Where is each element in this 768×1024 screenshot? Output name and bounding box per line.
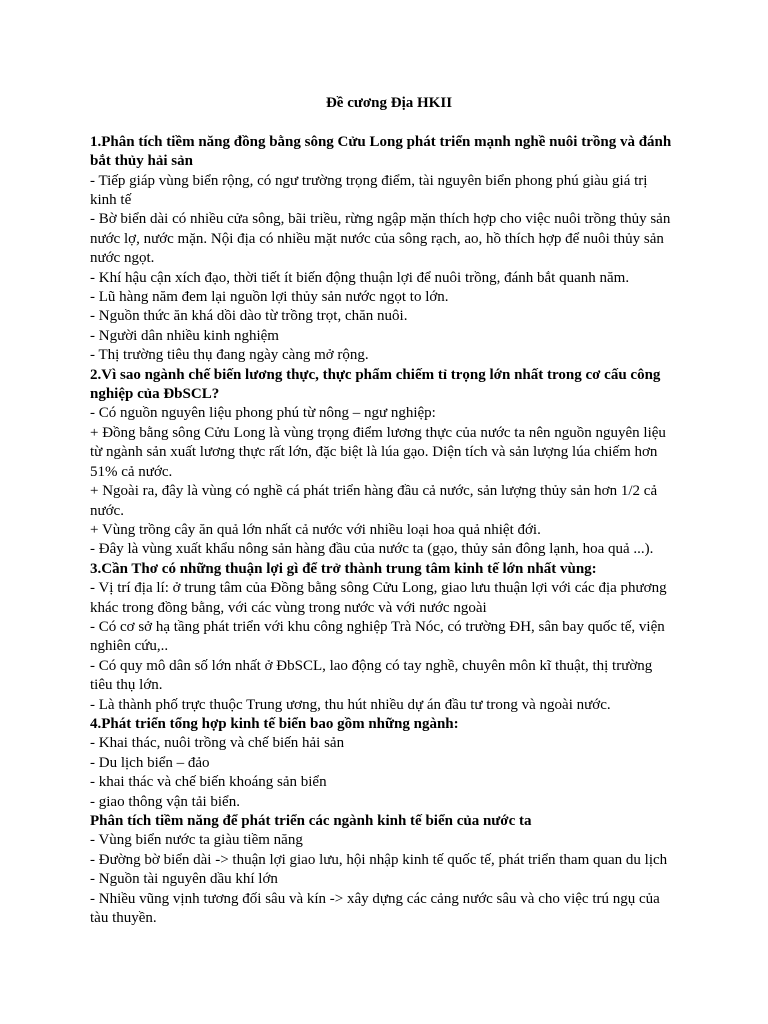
text-line: - Có nguồn nguyên liệu phong phú từ nông – ngư nghiệp: bbox=[90, 405, 436, 422]
text-line: - Thị trường tiêu thụ đang ngày càng mở rộng. bbox=[90, 347, 369, 364]
text-line: - Vị trí địa lí: ở trung tâm của Đồng bằng sông Cửu Long, giao lưu thuận lợi với các địa phương bbox=[90, 580, 667, 597]
text-line: từ ngành sản xuất lương thực rất lớn, đặc biệt là lúa gạo. Diện tích và sản lượng lúa chiếm hơn bbox=[90, 444, 658, 461]
section-heading-line: 1.Phân tích tiềm năng đồng bằng sông Cửu Long phát triển mạnh nghề nuôi trồng và đánh bbox=[90, 133, 672, 150]
text-line: - giao thông vận tải biển. bbox=[90, 793, 240, 810]
section-heading-line: nghiệp của ĐbSCL? bbox=[90, 386, 220, 403]
text-line: nước. bbox=[90, 502, 124, 519]
section-heading-line: Phân tích tiềm năng để phát triển các ngành kinh tế biển của nước ta bbox=[90, 813, 532, 830]
text-line: - Vùng biển nước ta giàu tiềm năng bbox=[90, 832, 303, 849]
text-line: - Tiếp giáp vùng biển rộng, có ngư trường trọng điểm, tài nguyên biển phong phú giàu giá trị bbox=[90, 172, 648, 189]
text-line: + Vùng trồng cây ăn quả lớn nhất cả nước với nhiều loại hoa quả nhiệt đới. bbox=[90, 521, 541, 538]
text-line: - khai thác và chế biến khoáng sản biển bbox=[90, 774, 327, 791]
text-line: - Nguồn tài nguyên dầu khí lớn bbox=[90, 871, 278, 888]
section-heading-line: 2.Vì sao ngành chế biến lương thực, thực phẩm chiếm tỉ trọng lớn nhất trong cơ cấu công bbox=[90, 366, 661, 383]
text-line: - Khai thác, nuôi trồng và chế biến hải sản bbox=[90, 735, 345, 752]
text-line: - Du lịch biển – đảo bbox=[90, 754, 210, 771]
text-line: - Có quy mô dân số lớn nhất ở ĐbSCL, lao động có tay nghề, chuyên môn kĩ thuật, thị trường bbox=[90, 657, 653, 674]
text-line: khác trong đồng bằng, với các vùng trong nước và với nước ngoài bbox=[90, 599, 487, 616]
text-line: - Là thành phố trực thuộc Trung ương, thu hút nhiều dự án đầu tư trong và ngoài nước. bbox=[90, 696, 611, 713]
text-line: - Nguồn thức ăn khá dồi dào từ trồng trọt, chăn nuôi. bbox=[90, 308, 408, 325]
text-line: - Người dân nhiều kinh nghiệm bbox=[90, 327, 279, 344]
text-line: nước lợ, nước mặn. Nội địa có nhiều mặt nước của sông rạch, ao, hồ thích hợp để nuôi thủy sản bbox=[90, 230, 664, 247]
text-line: + Ngoài ra, đây là vùng có nghề cá phát triển hàng đầu cả nước, sản lượng thủy sản hơn 1/2 cả bbox=[90, 483, 658, 500]
text-line: + Đồng bằng sông Cửu Long là vùng trọng điểm lương thực của nước ta nên nguồn nguyên liệu bbox=[90, 424, 666, 441]
text-line: tiêu thụ lớn. bbox=[90, 677, 163, 694]
text-line: - Khí hậu cận xích đạo, thời tiết ít biến động thuận lợi để nuôi trồng, đánh bắt quanh năm. bbox=[90, 269, 630, 286]
text-line: - Nhiều vũng vịnh tương đối sâu và kín -> xây dựng các cảng nước sâu và cho việc trú ngụ của bbox=[90, 890, 660, 907]
section-heading-line: bắt thủy hải sản bbox=[90, 153, 193, 170]
text-line: - Có cơ sở hạ tầng phát triển với khu công nghiệp Trà Nóc, có trường ĐH, sân bay quốc tế, viện bbox=[90, 618, 665, 635]
text-line: - Đây là vùng xuất khẩu nông sản hàng đầu của nước ta (gạo, thủy sản đông lạnh, hoa quả ...). bbox=[90, 541, 654, 558]
text-line: kinh tế bbox=[90, 192, 132, 209]
text-line: - Lũ hàng năm đem lại nguồn lợi thủy sản nước ngọt to lớn. bbox=[90, 289, 449, 306]
text-line: - Đường bờ biển dài -> thuận lợi giao lưu, hội nhập kinh tế quốc tế, phát triển tham quan du lịch bbox=[90, 851, 668, 868]
document-body bbox=[90, 133, 688, 929]
document-title: Đề cương Địa HKII bbox=[325, 95, 453, 111]
text-line: nghiên cứu,.. bbox=[90, 638, 169, 655]
section-heading-line: 3.Cần Thơ có những thuận lợi gì để trở thành trung tâm kinh tế lớn nhất vùng: bbox=[90, 560, 597, 577]
text-line: - Bờ biển dài có nhiều cửa sông, bãi triều, rừng ngập mặn thích hợp cho việc nuôi trồng thủy sản bbox=[90, 211, 671, 228]
text-line: tàu thuyền. bbox=[90, 910, 157, 927]
text-line: 51% cả nước. bbox=[90, 463, 173, 480]
section-heading-line: 4.Phát triển tổng hợp kinh tế biển bao gồm những ngành: bbox=[90, 715, 459, 732]
text-line: nước ngọt. bbox=[90, 250, 155, 267]
